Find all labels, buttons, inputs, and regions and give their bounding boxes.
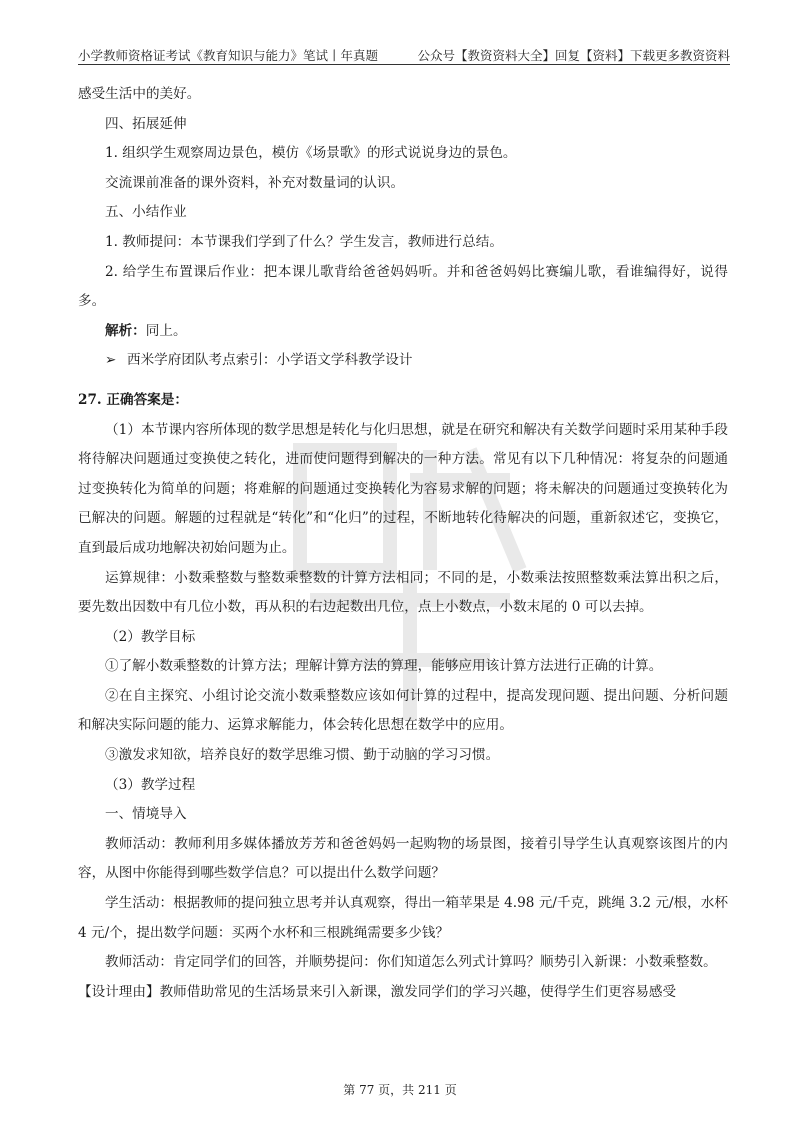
analysis-text: 同上。 bbox=[145, 322, 187, 339]
paragraph: ②在自主探究、小组讨论交流小数乘整数应该如何计算的过程中，提高发现问题、提出问题、分析问题和解决实际问题的能力、运算求解能力，体会转化思想在数学中的应用。 bbox=[78, 687, 728, 734]
text-line: 1. 组织学生观察周边景色，模仿《场景歌》的形式说说身边的景色。 bbox=[105, 145, 517, 162]
page-header bbox=[78, 42, 730, 65]
page-number: 第 77 页，共 211 页 bbox=[343, 1083, 457, 1097]
header-promo: 公众号【教资资料大全】回复【资料】下载更多教资资料 bbox=[417, 48, 730, 63]
text-line: 1. 教师提问：本节课我们学到了什么？学生发言，教师进行总结。 bbox=[105, 233, 503, 250]
text-line: 交流课前准备的课外资料，补充对数量词的认识。 bbox=[105, 174, 405, 191]
section-heading: 四、拓展延伸 bbox=[105, 115, 187, 132]
section-heading: 五、小结作业 bbox=[105, 204, 187, 221]
index-line bbox=[78, 346, 728, 376]
answer-heading: 27. 正确答案是： bbox=[78, 391, 188, 408]
arrow-bullet-icon: ➢ bbox=[105, 352, 117, 369]
document-body bbox=[78, 80, 728, 1007]
analysis-label: 解析： bbox=[105, 322, 146, 339]
analysis-line bbox=[78, 317, 728, 347]
paragraph: 运算规律：小数乘整数与整数乘整数的计算方法相同；不同的是，小数乘法按照整数乘法算出积之后，要先数出因数中有几位小数，再从积的右边起数出几位，点上小数点，小数末尾的 0 可以去掉。 bbox=[78, 569, 728, 616]
sub-heading: （3）教学过程 bbox=[105, 776, 196, 793]
header-title: 小学教师资格证考试《教育知识与能力》笔试丨年真题 bbox=[78, 48, 379, 63]
text-line: 2. 给学生布置课后作业：把本课儿歌背给爸爸妈妈听。并和爸爸妈妈比赛编儿歌，看谁编得好，说得多。 bbox=[78, 263, 728, 310]
text-line: 感受生活中的美好。 bbox=[78, 86, 201, 102]
section-heading: 一、情境导入 bbox=[105, 806, 187, 823]
paragraph: ①了解小数乘整数的计算方法；理解计算方法的算理，能够应用该计算方法进行正确的计算。 bbox=[105, 658, 663, 675]
paragraph: 教师活动：教师利用多媒体播放芳芳和爸爸妈妈一起购物的场景图，接着引导学生认真观察该图片的内容，从图中你能得到哪些数学信息？可以提出什么数学问题？ bbox=[78, 835, 728, 882]
paragraph: ③激发求知欲，培养良好的数学思维习惯、勤于动脑的学习习惯。 bbox=[105, 747, 500, 764]
paragraph: 学生活动：根据教师的提问独立思考并认真观察，得出一箱苹果是 4.98 元/千克，跳绳 3.2 元/根，水杯 4 元/个，提出数学问题：买两个水杯和三根跳绳需要多少钱？ bbox=[78, 895, 728, 941]
index-text: 西米学府团队考点索引：小学语文学科教学设计 bbox=[127, 352, 413, 369]
paragraph: （1）本节课内容所体现的数学思想是转化与化归思想，就是在研究和解决有关数学问题时采用某种手段将待解决问题通过变换使之转化，进而使问题得到解决的一种方法。常见有以下几种情况：将复杂的问题通过变换转化为简单的问题；将难解的问题通过变换转化为容易求解的问题；将未解决的问题通过变换转化为已解决的问题。解题的过程就是“转化”和“化归”的过程，不断地转化待解决的问题，重新叙述它，变换它，直到最后成功地解决初始问题为止。 bbox=[78, 421, 728, 556]
paragraph: 【设计理由】教师借助常见的生活场景来引入新课，激发同学们的学习兴趣，使得学生们更容易感受 bbox=[78, 983, 677, 1000]
paragraph: 教师活动：肯定同学们的回答，并顺势提问：你们知道怎么列式计算吗？顺势引入新课：小数乘整数。 bbox=[105, 954, 717, 971]
sub-heading: （2）教学目标 bbox=[105, 628, 196, 645]
